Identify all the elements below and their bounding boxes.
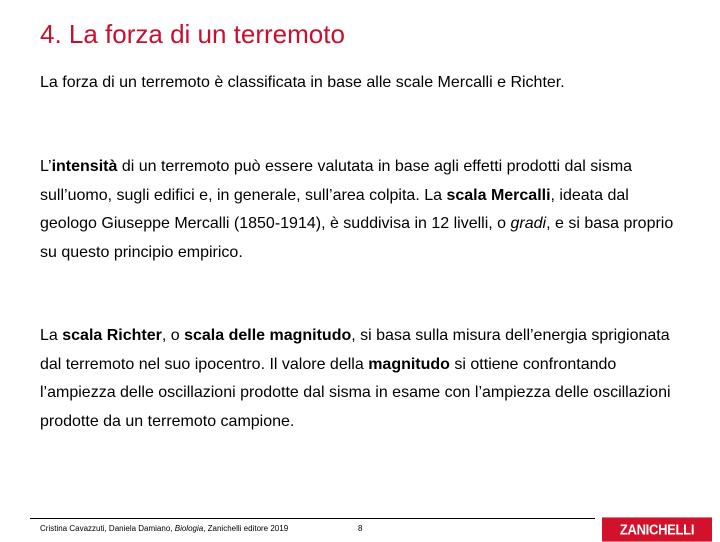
- footer-divider: [30, 518, 595, 519]
- text-segment: si ottiene confrontando l’ampiezza delle oscillazioni prodotte dal sisma in esame con l’ampiezza delle oscillazioni prodotte da un terremoto campione.: [40, 355, 671, 430]
- footer-credit: [40, 524, 288, 533]
- paragraph-classification: La forza di un terremoto è classificata in base alle scale Mercalli e Richter.: [40, 74, 565, 91]
- text-segment: , ideata dal geologo Giuseppe Mercalli (1850-1914), è suddivisa in 12 livelli, o: [40, 186, 629, 232]
- credit-book-title: Biologia: [174, 524, 204, 533]
- term-scala-mercalli: scala Mercalli: [446, 186, 551, 204]
- text-segment: , o: [161, 327, 185, 344]
- credit-authors: Cristina Cavazzuti, Daniela Damiano,: [40, 524, 175, 533]
- paragraph-mercalli: [40, 153, 680, 267]
- page-number: 8: [358, 524, 363, 533]
- text-segment: L’: [40, 158, 52, 175]
- term-scala-richter: scala Richter: [62, 327, 162, 344]
- paragraph-richter: [40, 322, 680, 436]
- text-segment: La: [40, 327, 63, 344]
- term-intensita: intensità: [51, 158, 118, 175]
- publisher-logo: ZANICHELLI: [602, 517, 712, 541]
- term-scala-magnitudo: scala delle magnitudo: [184, 327, 352, 344]
- term-magnitudo: magnitudo: [368, 355, 450, 373]
- text-segment: , si basa sulla misura dell’energia sprigionata dal terremoto nel suo ipocentro. Il valore della: [40, 327, 670, 373]
- slide-title: 4. La forza di un terremoto: [40, 19, 345, 49]
- term-gradi: gradi: [510, 215, 547, 232]
- text-segment: di un terremoto può essere valutata in base agli effetti prodotti dal sisma sull’uomo, sugli edifici e, in generale, sull’area colpita. La: [40, 158, 633, 204]
- credit-publisher: , Zanichelli editore 2019: [203, 524, 289, 533]
- text-segment: , e si basa proprio su questo principio empirico.: [40, 215, 674, 261]
